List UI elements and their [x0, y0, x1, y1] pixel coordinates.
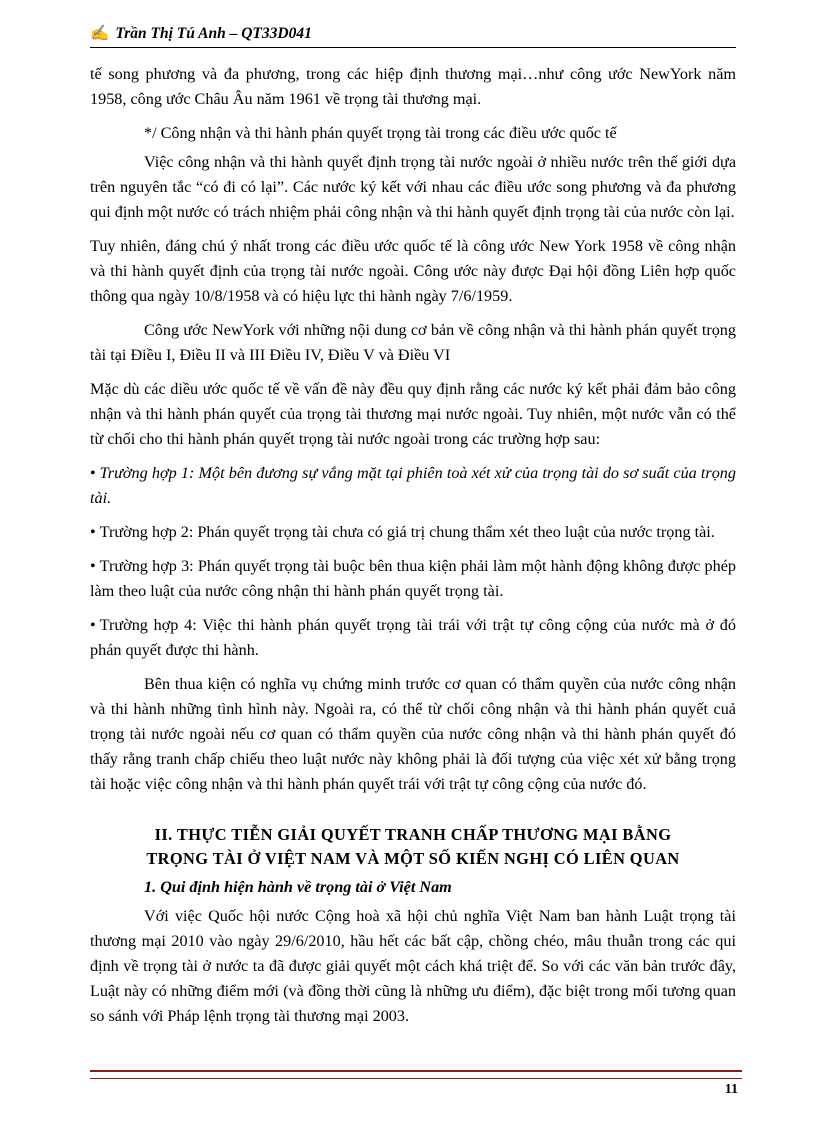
bullet-text: Trường hợp 3: Phán quyết trọng tài buộc bên thua kiện phải làm một hành động không được phép làm theo luật của nước công nhận thi hành phán quyết trọng tài.	[90, 557, 736, 600]
document-body	[90, 62, 736, 1038]
bullet-text: Trường hợp 4: Việc thi hành phán quyết trọng tài trái với trật tự công cộng của nước mà ở đó phán quyết được thi hành.	[90, 616, 736, 659]
bullet-icon: •	[90, 523, 96, 541]
bullet-case-3	[90, 554, 736, 604]
paragraph-burden-of-proof: Bên thua kiện có nghĩa vụ chứng minh trước cơ quan có thẩm quyền của nước công nhận và thi hành những tình hình này. Ngoài ra, có thể từ chối công nhận và thi hành phán quyết cuả trọng tài nước ngoài nếu cơ quan có thẩm quyền của nước công nhận và thi hành phán quyết đó thấy rằng tranh chấp chiếu theo luật nước này không phải là đối tượng của việc xét xử bằng trọng tài hoặc việc công nhận và thi hành phán quyết trái với trật tự công cộng của nước đó.	[90, 675, 736, 793]
bullet-text: Trường hợp 2: Phán quyết trọng tài chưa có giá trị chung thẩm xét theo luật của nước trọng tài.	[99, 523, 715, 541]
paragraph-subtitle: */ Công nhận và thi hành phán quyết trọng tài trong các điều ước quốc tế	[144, 124, 617, 142]
pen-hand-icon: ✍	[90, 25, 110, 42]
section-heading-line-2: TRỌNG TÀI Ở VIỆT NAM VÀ MỘT SỐ KIẾN NGHỊ CÓ LIÊN QUAN	[146, 849, 680, 868]
bullet-case-4	[90, 613, 736, 663]
bullet-icon: •	[90, 464, 96, 482]
paragraph-convention-content: Công ước NewYork với những nội dung cơ bản về công nhận và thi hành phán quyết trọng tài tại Điều I, Điều II và III Điều IV, Điều V và Điều VI	[90, 321, 736, 364]
section-heading-line-1: II. THỰC TIỄN GIẢI QUYẾT TRANH CHẤP THƯƠNG MẠI BẰNG	[154, 825, 672, 844]
bullet-icon: •	[90, 557, 96, 575]
paragraph-refusal-cases: Mặc dù các diều ước quốc tế về vấn đề này đều quy định rằng các nước ký kết phải đảm bảo công nhận và thi hành phán quyết của trọng tài thương mại nước ngoài. Tuy nhiên, một nước vẫn có thể từ chối cho thi hành phán quyết trọng tài nước ngoài trong các trường hợp sau:	[90, 380, 736, 448]
header-title: Trần Thị Tú Anh – QT33D041	[115, 25, 312, 42]
bullet-text: Trường hợp 1: Một bên đương sự vắng mặt tại phiên toà xét xử của trọng tài do sơ suất của trọng tài.	[90, 464, 736, 507]
bullet-case-1	[90, 461, 736, 511]
subsection-heading: 1. Qui định hiện hành về trọng tài ở Việt Nam	[144, 878, 452, 896]
paragraph-continuation: tế song phương và đa phương, trong các hiệp định thương mại…như công ước NewYork năm 1958, công ước Châu Âu năm 1961 về trọng tài thương mại.	[90, 65, 736, 108]
section-heading	[90, 823, 736, 871]
page-header	[90, 24, 736, 48]
bullet-icon: •	[90, 616, 96, 634]
paragraph-newyork-convention: Tuy nhiên, đáng chú ý nhất trong các điều ước quốc tế là công ước New York 1958 về công nhận và thi hành quyết định của trọng tài nước ngoài. Công ước này được Đại hội đồng Liên hợp quốc thông qua ngày 10/8/1958 và có hiệu lực thi hành ngày 7/6/1959.	[90, 237, 736, 305]
footer-rule	[90, 1070, 742, 1079]
paragraph-arbitration-law-2010: Với việc Quốc hội nước Cộng hoà xã hội chủ nghĩa Việt Nam ban hành Luật trọng tài thương mại 2010 vào ngày 29/6/2010, hầu hết các bất cập, chồng chéo, mâu thuẫn trong các qui định về trọng tài ở nước ta đã được giải quyết một cách khá triệt để. So với các văn bản trước đây, Luật này có những điểm mới (và đồng thời cũng là những ưu điểm), đặc biệt trong mối tương quan so sánh với Pháp lệnh trọng tài thương mại 2003.	[90, 907, 736, 1025]
bullet-case-2	[90, 520, 736, 545]
page-number: 11	[724, 1082, 738, 1097]
paragraph-reciprocity: Việc công nhận và thi hành quyết định trọng tài nước ngoài ở nhiều nước trên thế giới dựa trên nguyên tắc “có đi có lại”. Các nước ký kết với nhau các điều ước song phương và đa phương qui định một nước có trách nhiệm phải công nhận và thi hành quyết định trọng tài của nước còn lại.	[90, 153, 736, 221]
